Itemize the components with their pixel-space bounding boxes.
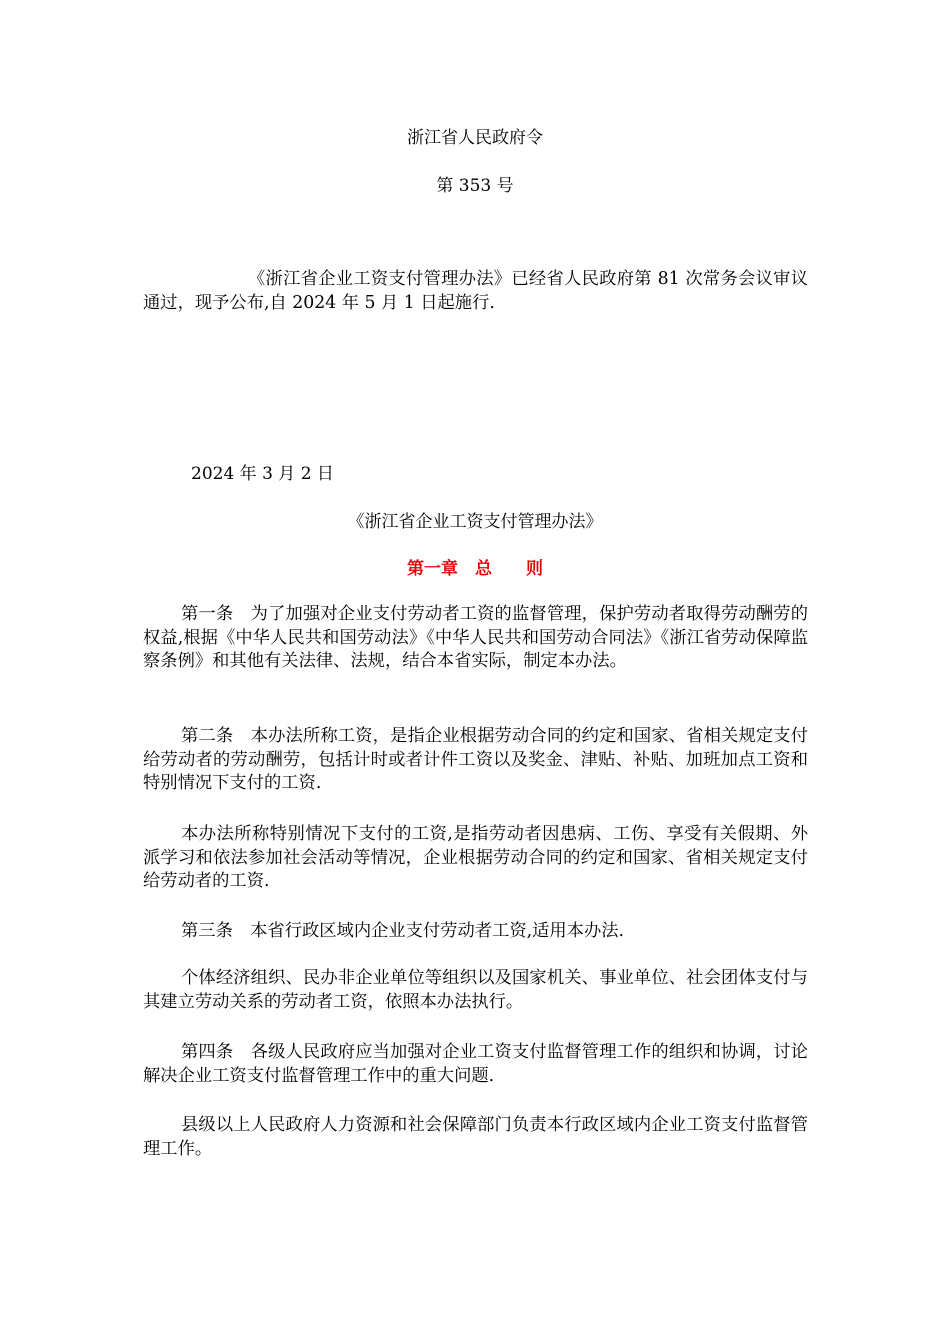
chapter-heading: 第一章 总 则 (407, 559, 543, 579)
decree-number: 第 353 号 (436, 176, 514, 196)
document-title: 《浙江省企业工资支付管理办法》 (347, 512, 603, 532)
article-4-paragraph: 第四条 各级人民政府应当加强对企业工资支付监督管理工作的组织和协调，讨论解决企业工资支付监督管理工作中的重大问题. (143, 1042, 808, 1086)
article-1-paragraph: 第一条 为了加强对企业支付劳动者工资的监督管理，保护劳动者取得劳动酬劳的权益,根据《中华人民共和国劳动法》《中华人民共和国劳动合同法》《浙江省劳动保障监察条例》和其他有关法律、法规，结合本省实际，制定本办法。 (143, 604, 808, 671)
announcement-paragraph: 《浙江省企业工资支付管理办法》已经省人民政府第 81 次常务会议审议通过，现予公布,自 2024 年 5 月 1 日起施行. (143, 269, 808, 313)
article-4-supplement-paragraph: 县级以上人民政府人力资源和社会保障部门负责本行政区域内企业工资支付监督管理工作。 (143, 1115, 808, 1159)
article-2-supplement-paragraph: 本办法所称特别情况下支付的工资,是指劳动者因患病、工伤、享受有关假期、外派学习和依法参加社会活动等情况，企业根据劳动合同的约定和国家、省相关规定支付给劳动者的工资. (143, 824, 808, 891)
article-3-paragraph: 第三条 本省行政区域内企业支付劳动者工资,适用本办法. (181, 921, 625, 941)
article-2-paragraph: 第二条 本办法所称工资，是指企业根据劳动合同的约定和国家、省相关规定支付给劳动者的劳动酬劳，包括计时或者计件工资以及奖金、津贴、补贴、加班加点工资和特别情况下支付的工资. (143, 726, 808, 793)
issue-date: 2024 年 3 月 2 日 (191, 464, 334, 484)
decree-title: 浙江省人民政府令 (407, 128, 543, 148)
article-3-supplement-paragraph: 个体经济组织、民办非企业单位等组织以及国家机关、事业单位、社会团体支付与其建立劳动关系的劳动者工资，依照本办法执行。 (143, 968, 808, 1012)
